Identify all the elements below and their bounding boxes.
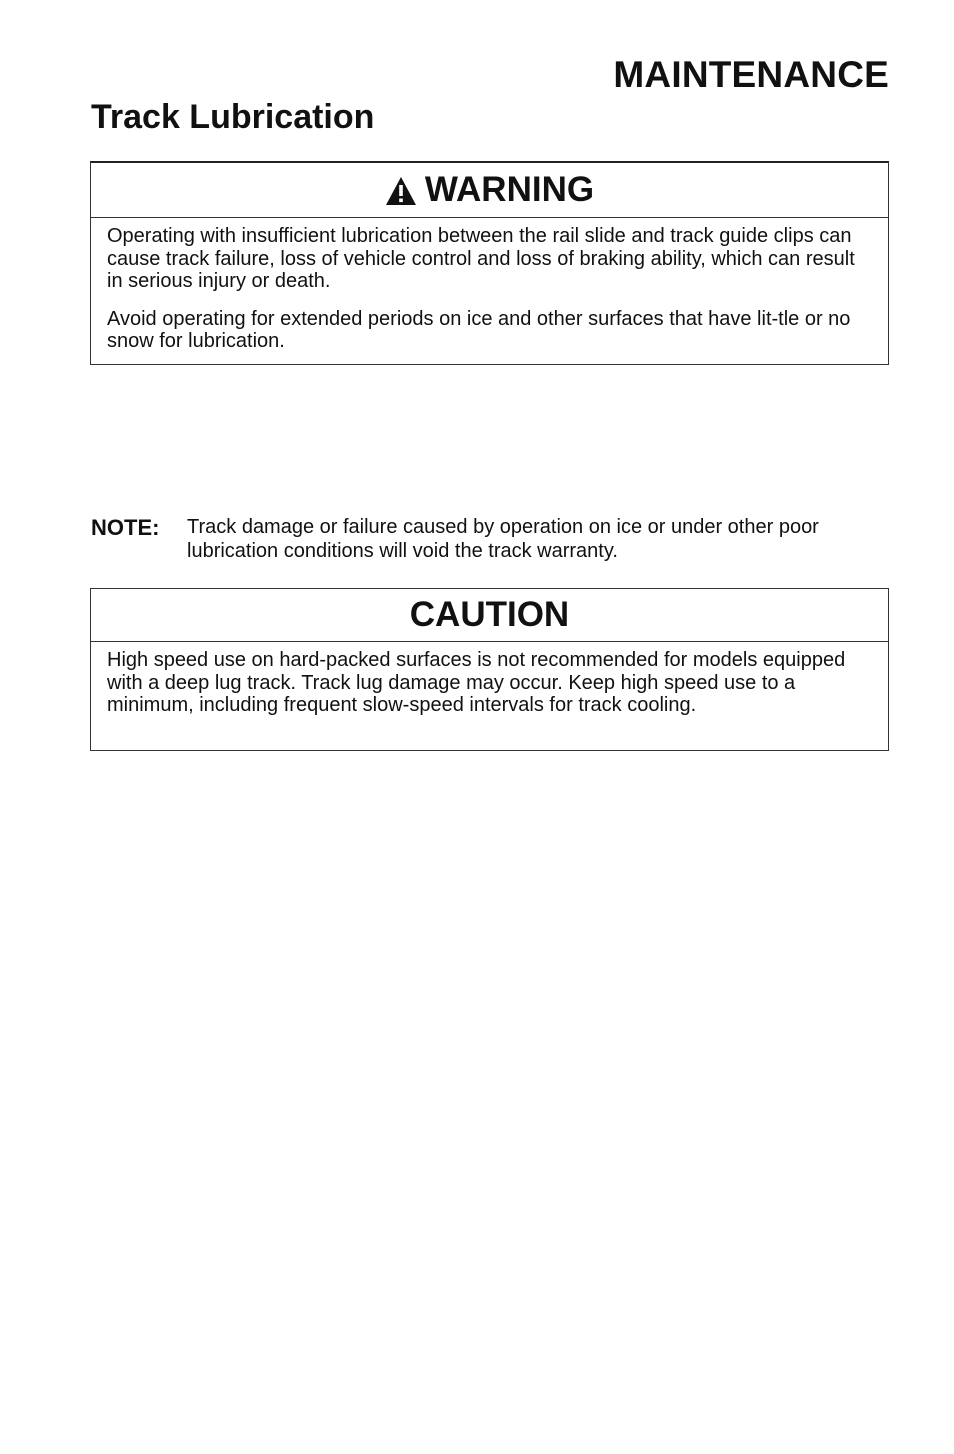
note-label: NOTE: bbox=[91, 515, 160, 540]
caution-box bbox=[90, 588, 889, 751]
warning-label: WARNING bbox=[424, 170, 595, 209]
warning-box bbox=[90, 161, 889, 365]
warning-body bbox=[91, 218, 888, 353]
note-text: Track damage or failure caused by operation on ice or under other poor lubrication conditions will void the track warranty. bbox=[187, 516, 819, 562]
note bbox=[91, 516, 891, 563]
caution-label: CAUTION bbox=[409, 595, 570, 634]
warning-paragraph-2: Avoid operating for extended periods on ice and other surfaces that have lit-tle or no snow for lubrication. bbox=[107, 307, 851, 352]
warning-header bbox=[91, 163, 888, 218]
warning-triangle-icon bbox=[385, 176, 417, 206]
caution-header bbox=[91, 589, 888, 642]
caution-paragraph: High speed use on hard-packed surfaces is not recommended for models equipped with a deep lug track. Track lug damage may occur. Keep high speed use to a minimum, including frequent slow-speed intervals for track cooling. bbox=[107, 649, 846, 716]
page-title: Track Lubrication bbox=[91, 98, 375, 136]
caution-body bbox=[91, 642, 888, 717]
section-header: MAINTENANCE bbox=[613, 54, 889, 95]
warning-paragraph-1: Operating with insufficient lubrication between the rail slide and track guide clips can cause track failure, loss of vehicle control and loss of braking ability, which can result in serious injury or death. bbox=[107, 225, 855, 292]
